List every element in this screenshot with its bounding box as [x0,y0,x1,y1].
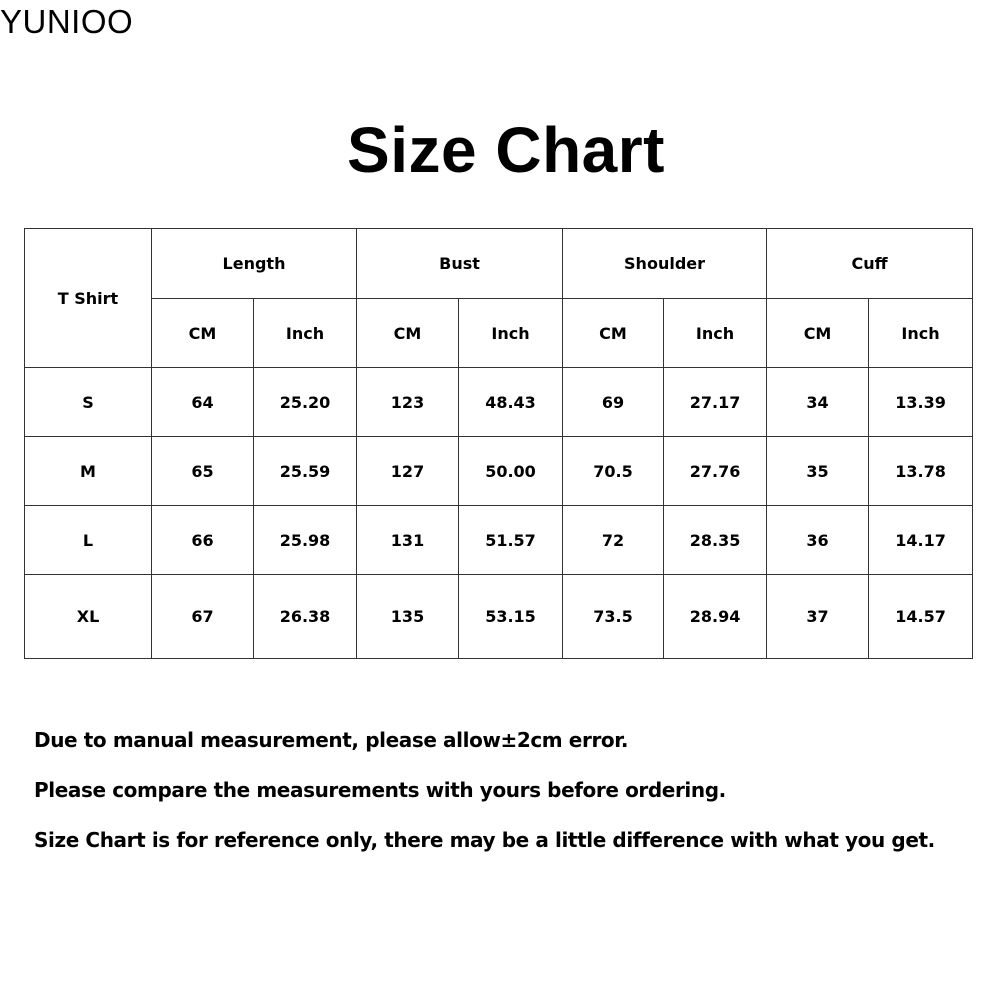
value-cell: 25.20 [254,368,357,437]
table-row [25,506,973,575]
value-cell: 72 [563,506,664,575]
page-title: Size Chart [347,114,665,186]
value-cell: 34 [767,368,869,437]
value-cell: 53.15 [459,575,563,659]
table-row [25,575,973,659]
value-cell: 66 [152,506,254,575]
value-cell: 69 [563,368,664,437]
value-cell: 14.17 [869,506,973,575]
value-cell: 27.76 [664,437,767,506]
value-cell: 28.94 [664,575,767,659]
unit-header-cell: CM [152,299,254,368]
unit-header-cell: Inch [459,299,563,368]
value-cell: 123 [357,368,459,437]
value-cell: 67 [152,575,254,659]
unit-header-row [25,299,973,368]
value-cell: 127 [357,437,459,506]
value-cell: 13.78 [869,437,973,506]
note-compare-measurements: Please compare the measurements with yours before ordering. [34,778,726,802]
unit-header-cell: Inch [254,299,357,368]
unit-header-cell: CM [563,299,664,368]
group-header-row [25,229,973,299]
value-cell: 13.39 [869,368,973,437]
value-cell: 26.38 [254,575,357,659]
value-cell: 70.5 [563,437,664,506]
value-cell: 48.43 [459,368,563,437]
size-label-cell: S [25,368,152,437]
value-cell: 65 [152,437,254,506]
value-cell: 64 [152,368,254,437]
size-label-cell: L [25,506,152,575]
corner-header-cell: T Shirt [25,229,152,368]
value-cell: 27.17 [664,368,767,437]
value-cell: 25.59 [254,437,357,506]
value-cell: 14.57 [869,575,973,659]
table-row [25,437,973,506]
notes-block [34,725,935,875]
value-cell: 37 [767,575,869,659]
unit-header-cell: CM [767,299,869,368]
size-label-cell: XL [25,575,152,659]
size-label-cell: M [25,437,152,506]
value-cell: 28.35 [664,506,767,575]
unit-header-cell: Inch [664,299,767,368]
brand-logo-text: YUNIOO [0,3,134,40]
value-cell: 73.5 [563,575,664,659]
size-table [24,228,973,659]
group-header-cuff: Cuff [767,229,973,299]
table-row [25,368,973,437]
value-cell: 50.00 [459,437,563,506]
value-cell: 135 [357,575,459,659]
note-reference-only: Size Chart is for reference only, there may be a little difference with what you get. [34,828,935,852]
value-cell: 36 [767,506,869,575]
value-cell: 35 [767,437,869,506]
group-header-shoulder: Shoulder [563,229,767,299]
note-measurement-error: Due to manual measurement, please allow±2cm error. [34,728,629,752]
value-cell: 131 [357,506,459,575]
value-cell: 51.57 [459,506,563,575]
unit-header-cell: CM [357,299,459,368]
group-header-length: Length [152,229,357,299]
group-header-bust: Bust [357,229,563,299]
unit-header-cell: Inch [869,299,973,368]
value-cell: 25.98 [254,506,357,575]
